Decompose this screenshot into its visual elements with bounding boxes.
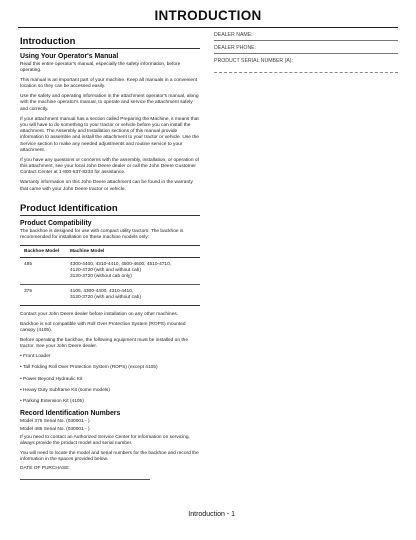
paragraph: Before operating the backhoe, the following equipment must be installed on the tractor. See your John Deere dealer. bbox=[20, 337, 189, 350]
table-row bbox=[20, 284, 200, 305]
subheading-using-manual: Using Your Operator's Manual bbox=[20, 53, 119, 60]
serial-line: Model 375 Serial No. (030001 - ) bbox=[20, 419, 90, 425]
machine-model-line: 4105, 4300-4400, 4310-4410, bbox=[70, 288, 134, 294]
compatibility-table bbox=[20, 245, 200, 306]
backhoe-model-cell: 485 bbox=[20, 257, 66, 284]
equipment-list-item: • Parking Extension Kit (4105) bbox=[20, 399, 200, 405]
page-footer: Introduction - 1 bbox=[188, 511, 235, 518]
equipment-list-item: • Heavy Duty Subframe Kit (some models) bbox=[20, 388, 200, 394]
date-of-purchase-label: DATE OF PURCHASE: bbox=[20, 465, 70, 471]
table-header-row bbox=[20, 245, 200, 257]
paragraph: Warranty information on this John Deere attachment can be found in the warranty that came with your John Deere tractor or vehicle. bbox=[20, 180, 193, 192]
paragraph: Contact your John Deere dealer before installation on any other machines. bbox=[20, 311, 179, 317]
subheading-product-compatibility: Product Compatibility bbox=[20, 219, 92, 227]
paragraph: Use the safety and operating information in the attachment operator's manual, along with the machine operator's manual, to operate and service the attachment safely and correctly. bbox=[20, 94, 199, 112]
date-of-purchase-line bbox=[20, 479, 150, 480]
table-row bbox=[20, 257, 200, 284]
paragraph: The backhoe is designed for use with compact utility tractors. The backhoe is recommended for installation on these machine models only: bbox=[20, 228, 184, 241]
paragraph: Backhoe is not compatible with Roll Over Protection System (ROPS) mounted canopy (4105). bbox=[20, 321, 186, 334]
machine-model-line: 4300-4400, 4310-4410, 4500-4600, 4510-4710, bbox=[70, 261, 172, 267]
page-title: INTRODUCTION bbox=[154, 8, 262, 23]
dealer-name-field: DEALER NAME: bbox=[214, 32, 398, 41]
dealer-phone-field: DEALER PHONE: bbox=[214, 45, 398, 54]
serial-line: Model 485 Serial No. (030001 - ) bbox=[20, 427, 90, 433]
backhoe-model-cell: 375 bbox=[20, 284, 66, 305]
machine-model-line: 3120-3720 (with and without cab) bbox=[70, 294, 141, 300]
column-header-machine-model: Machine Model bbox=[66, 245, 200, 257]
right-column bbox=[214, 32, 398, 77]
equipment-list-item: • Front Loader bbox=[20, 354, 200, 360]
paragraph: If you need to contact an Authorized Service Center for information on servicing, always provide the product model and serial number. bbox=[20, 435, 190, 447]
paragraph: If you have any questions or concerns with the assembly, installation, or operation of this attachment, see your local John Deere dealer or call the John Deere Customer Contact Center at 1-800-537-8233 for assistance. bbox=[20, 157, 199, 176]
column-header-backhoe-model: Backhoe Model bbox=[20, 245, 66, 257]
paragraph: You will need to locate the model and serial numbers for the backhoe and record the information in the spaces provided below. bbox=[20, 451, 199, 463]
product-serial-field: PRODUCT SERIAL NUMBER (A): bbox=[214, 58, 398, 73]
paragraph: Read this entire operator's manual, especially the safety information, before operating. bbox=[20, 62, 181, 74]
section-heading-product-identification: Product Identification bbox=[20, 203, 200, 216]
machine-model-line: 3120-3720 (without cab only) bbox=[70, 273, 132, 279]
subheading-record-identification: Record Identification Numbers bbox=[20, 410, 121, 418]
paragraph: This manual is an important part of your machine. Keep all manuals in a convenient location so they can be accessed easily. bbox=[20, 78, 198, 90]
equipment-list-item: • Power Beyond Hydraulic Kit bbox=[20, 377, 200, 383]
section-heading-introduction: Introduction bbox=[20, 36, 200, 49]
equipment-list-item: • Tall Folding Roll Over Protection System (ROPS) (except 4105) bbox=[20, 365, 200, 371]
left-column bbox=[20, 36, 200, 480]
machine-model-line: 4120-4720 (with and without cab) bbox=[70, 267, 141, 273]
machine-model-cell bbox=[66, 257, 200, 284]
machine-model-cell bbox=[66, 284, 200, 305]
title-rule bbox=[18, 27, 398, 28]
paragraph: If your attachment manual has a section called Preparing the Machine, it means that you will have to do something to your tractor or vehicle before you can install the attachment. The Assembly and Installation sections of this manual provide information to assemble and install the attachment to your tractor or vehicle. Use the Service section to make any needed adjustments and routine service to your attachment. bbox=[20, 116, 199, 154]
